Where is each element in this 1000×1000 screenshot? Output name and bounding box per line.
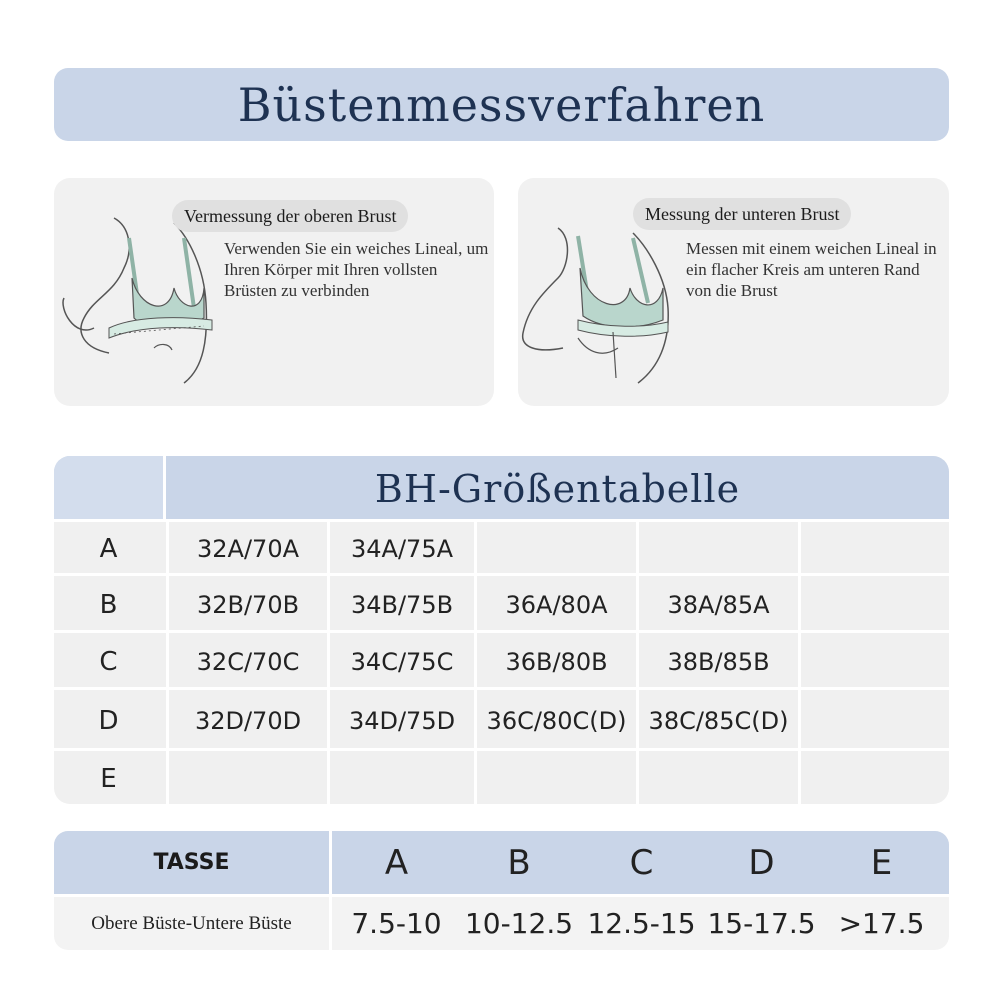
cup-difference-table bbox=[54, 831, 949, 950]
bra-size-table bbox=[54, 456, 949, 804]
cup-letter: C bbox=[629, 842, 654, 883]
size-table-header bbox=[54, 456, 949, 519]
size-cell: 36B/80B bbox=[474, 633, 636, 690]
cup-row-label: Obere Büste-Untere Büste bbox=[54, 897, 332, 950]
size-cell bbox=[798, 522, 949, 576]
upper-bust-description: Verwenden Sie ein weiches Lineal, um Ihren Körper mit Ihren vollsten Brüsten zu verbinden bbox=[224, 239, 489, 300]
size-row-b bbox=[54, 573, 949, 633]
upper-bust-card bbox=[54, 178, 494, 406]
size-table-corner bbox=[54, 456, 166, 519]
size-cell bbox=[166, 751, 327, 804]
size-cell bbox=[474, 751, 636, 804]
size-cell: 32B/70B bbox=[166, 576, 327, 633]
size-cell: 32A/70A bbox=[166, 522, 327, 576]
size-cell: 38A/85A bbox=[636, 576, 798, 633]
size-cell: 38C/85C(D) bbox=[636, 690, 798, 751]
size-cell: 36A/80A bbox=[474, 576, 636, 633]
size-cell: 38B/85B bbox=[636, 633, 798, 690]
size-cell: 34C/75C bbox=[327, 633, 474, 690]
size-row-cup-label: A bbox=[99, 534, 118, 564]
under-bust-card bbox=[518, 178, 949, 406]
size-cell bbox=[798, 633, 949, 690]
under-bust-illustration-icon bbox=[518, 208, 688, 398]
size-cell: 36C/80C(D) bbox=[474, 690, 636, 751]
size-cell bbox=[636, 522, 798, 576]
cup-range: 15-17.5 bbox=[707, 907, 816, 940]
title-banner bbox=[54, 68, 949, 141]
size-cell: 32D/70D bbox=[166, 690, 327, 751]
page-title: Büstenmessverfahren bbox=[237, 77, 766, 132]
size-cell: 32C/70C bbox=[166, 633, 327, 690]
under-bust-description: Messen mit einem weichen Lineal in ein flacher Kreis am unteren Rand von die Brust bbox=[686, 239, 937, 300]
cup-letter: E bbox=[870, 842, 893, 883]
size-row-cup-label: E bbox=[100, 764, 117, 794]
upper-bust-heading: Vermessung der oberen Brust bbox=[172, 200, 408, 232]
cup-range: 12.5-15 bbox=[587, 907, 696, 940]
size-cell: 34A/75A bbox=[327, 522, 474, 576]
size-row-cup-label: D bbox=[98, 705, 119, 736]
cup-range: 7.5-10 bbox=[351, 907, 442, 940]
size-cell: 34D/75D bbox=[327, 690, 474, 751]
size-cell bbox=[636, 751, 798, 804]
size-row-d bbox=[54, 687, 949, 751]
size-row-e bbox=[54, 748, 949, 804]
cup-range: >17.5 bbox=[838, 907, 925, 940]
cup-range: 10-12.5 bbox=[464, 907, 574, 940]
cup-letter: B bbox=[507, 842, 531, 883]
cup-letter: A bbox=[384, 842, 409, 883]
under-bust-heading: Messung der unteren Brust bbox=[633, 198, 851, 230]
size-cell: 34B/75B bbox=[327, 576, 474, 633]
cup-header-label: TASSE bbox=[54, 831, 332, 894]
size-cell bbox=[798, 751, 949, 804]
size-row-c bbox=[54, 630, 949, 690]
size-cell bbox=[474, 522, 636, 576]
cup-letter: D bbox=[748, 842, 775, 883]
upper-bust-illustration-icon bbox=[54, 208, 224, 398]
size-cell bbox=[798, 690, 949, 751]
size-cell bbox=[798, 576, 949, 633]
size-row-cup-label: B bbox=[99, 589, 118, 620]
size-row-a bbox=[54, 519, 949, 576]
size-row-cup-label: C bbox=[99, 646, 118, 677]
size-cell bbox=[327, 751, 474, 804]
size-table-title: BH-Größentabelle bbox=[374, 467, 741, 511]
